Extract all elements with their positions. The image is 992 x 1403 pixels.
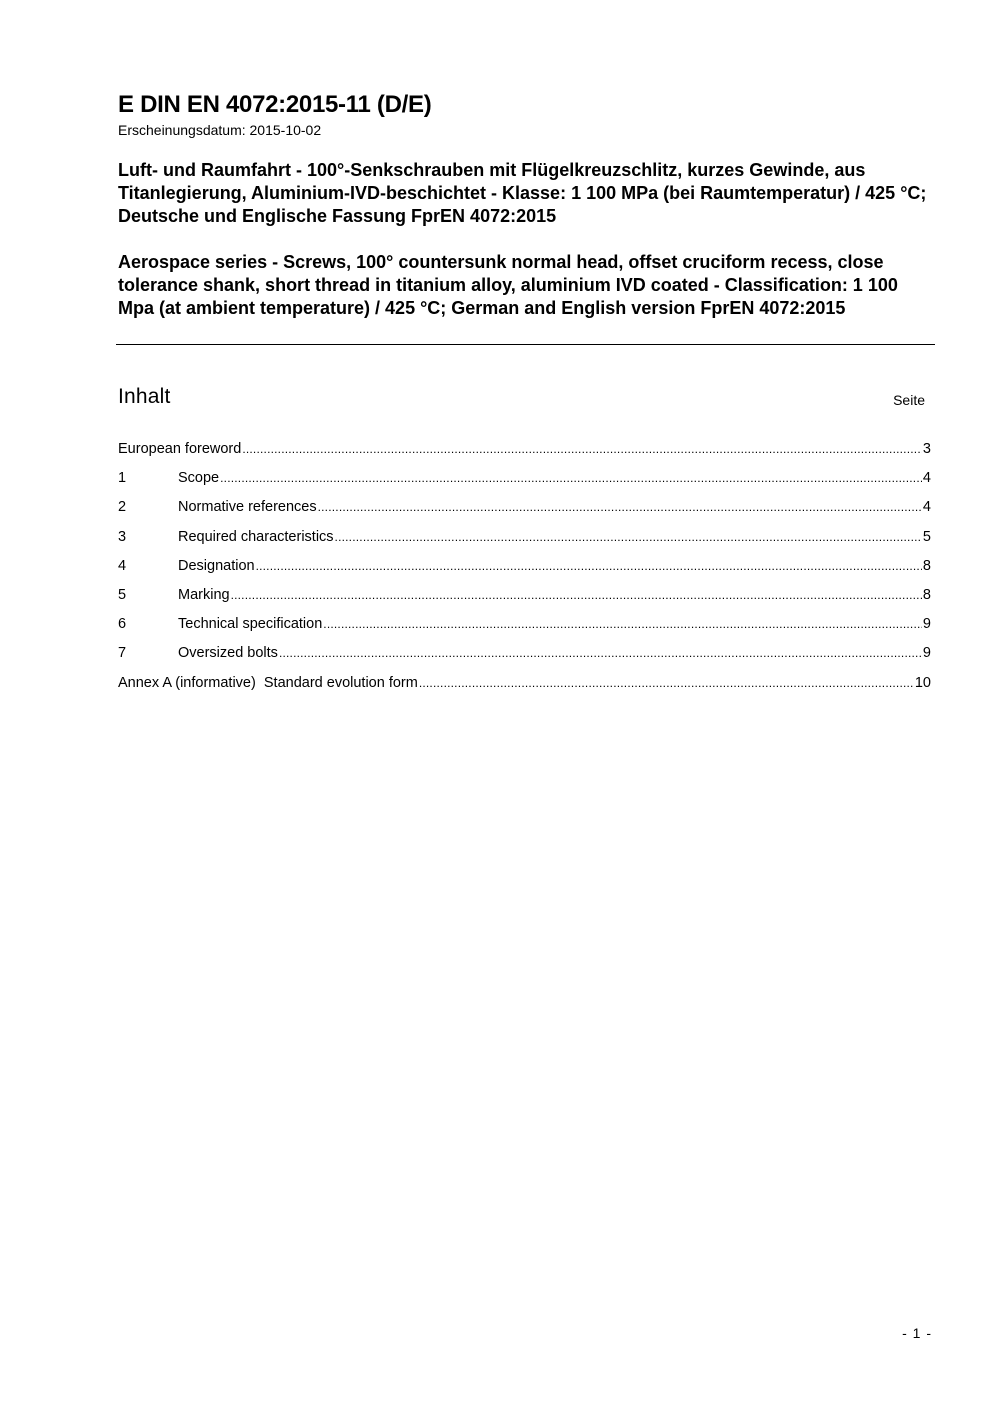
page-number: - 1 -	[902, 1325, 932, 1341]
publication-date: Erscheinungsdatum: 2015-10-02	[118, 122, 322, 138]
toc-entry-title: Oversized bolts	[178, 645, 278, 662]
toc-entry-page: 4	[922, 499, 931, 516]
toc-entry-title: Technical specification	[178, 616, 323, 633]
toc-leader-dots	[335, 528, 922, 546]
toc-leader-dots	[318, 498, 922, 516]
toc-entry-page: 10	[914, 674, 931, 691]
toc-entry-normative-references[interactable]	[118, 498, 931, 527]
table-of-contents	[118, 440, 931, 703]
toc-entry-page: 3	[922, 441, 931, 457]
title-english: Aerospace series - Screws, 100° countersunk normal head, offset cruciform recess, close tolerance shank, short thread in titanium alloy, aluminium IVD coated - Classification: 1 100 Mpa (at ambient temperature) / 425 °C; German and English version FprEN 4072:2015	[118, 252, 898, 318]
toc-heading: Inhalt	[118, 385, 171, 408]
toc-entry-title: Normative references	[178, 499, 317, 516]
toc-entry-page: 9	[922, 616, 931, 633]
toc-entry-annex-a[interactable]	[118, 674, 931, 703]
toc-entry-title: Required characteristics	[178, 528, 334, 545]
document-id: E DIN EN 4072:2015-11 (D/E)	[118, 91, 432, 118]
toc-entry-page: 8	[922, 586, 931, 603]
toc-entry-page: 5	[922, 528, 931, 545]
toc-entry-number: 5	[118, 586, 127, 603]
toc-entry-marking[interactable]	[118, 586, 931, 615]
toc-entry-number: 7	[118, 645, 127, 662]
toc-entry-number: 2	[118, 499, 127, 516]
toc-entry-technical-specification[interactable]	[118, 615, 931, 644]
toc-entry-required-characteristics[interactable]	[118, 528, 931, 557]
toc-leader-dots	[220, 469, 922, 487]
toc-page-label: Seite	[893, 392, 925, 408]
toc-leader-dots	[419, 674, 914, 692]
title-divider	[116, 344, 935, 345]
toc-entry-page: 9	[922, 645, 931, 662]
toc-entry-page: 4	[922, 470, 931, 487]
toc-entry-number: 1	[118, 470, 127, 487]
toc-entry-european-foreword[interactable]	[118, 440, 931, 469]
toc-entry-oversized-bolts[interactable]	[118, 644, 931, 673]
toc-entry-title: Annex A (informative) Standard evolution form	[118, 674, 418, 691]
toc-entry-designation[interactable]	[118, 557, 931, 586]
title-german: Luft- und Raumfahrt - 100°-Senkschrauben mit Flügelkreuzschlitz, kurzes Gewinde, aus Titanlegierung, Aluminium-IVD-beschichtet - Klasse: 1 100 MPa (bei Raumtemperatur) / 425 °C; Deutsche und Englische Fassung FprEN 4072:2015	[118, 160, 927, 226]
toc-entry-title: Designation	[178, 557, 255, 574]
toc-entry-title: European foreword	[118, 441, 242, 457]
toc-entry-page: 8	[922, 557, 931, 574]
toc-leader-dots	[279, 644, 922, 662]
toc-leader-dots	[323, 615, 922, 633]
toc-leader-dots	[231, 586, 922, 604]
toc-leader-dots	[242, 440, 922, 458]
toc-leader-dots	[256, 557, 922, 575]
toc-entry-number: 3	[118, 528, 127, 545]
toc-entry-title: Scope	[178, 470, 220, 487]
toc-entry-scope[interactable]	[118, 469, 931, 498]
toc-entry-number: 4	[118, 557, 127, 574]
toc-entry-title: Marking	[178, 586, 230, 603]
toc-entry-number: 6	[118, 616, 127, 633]
